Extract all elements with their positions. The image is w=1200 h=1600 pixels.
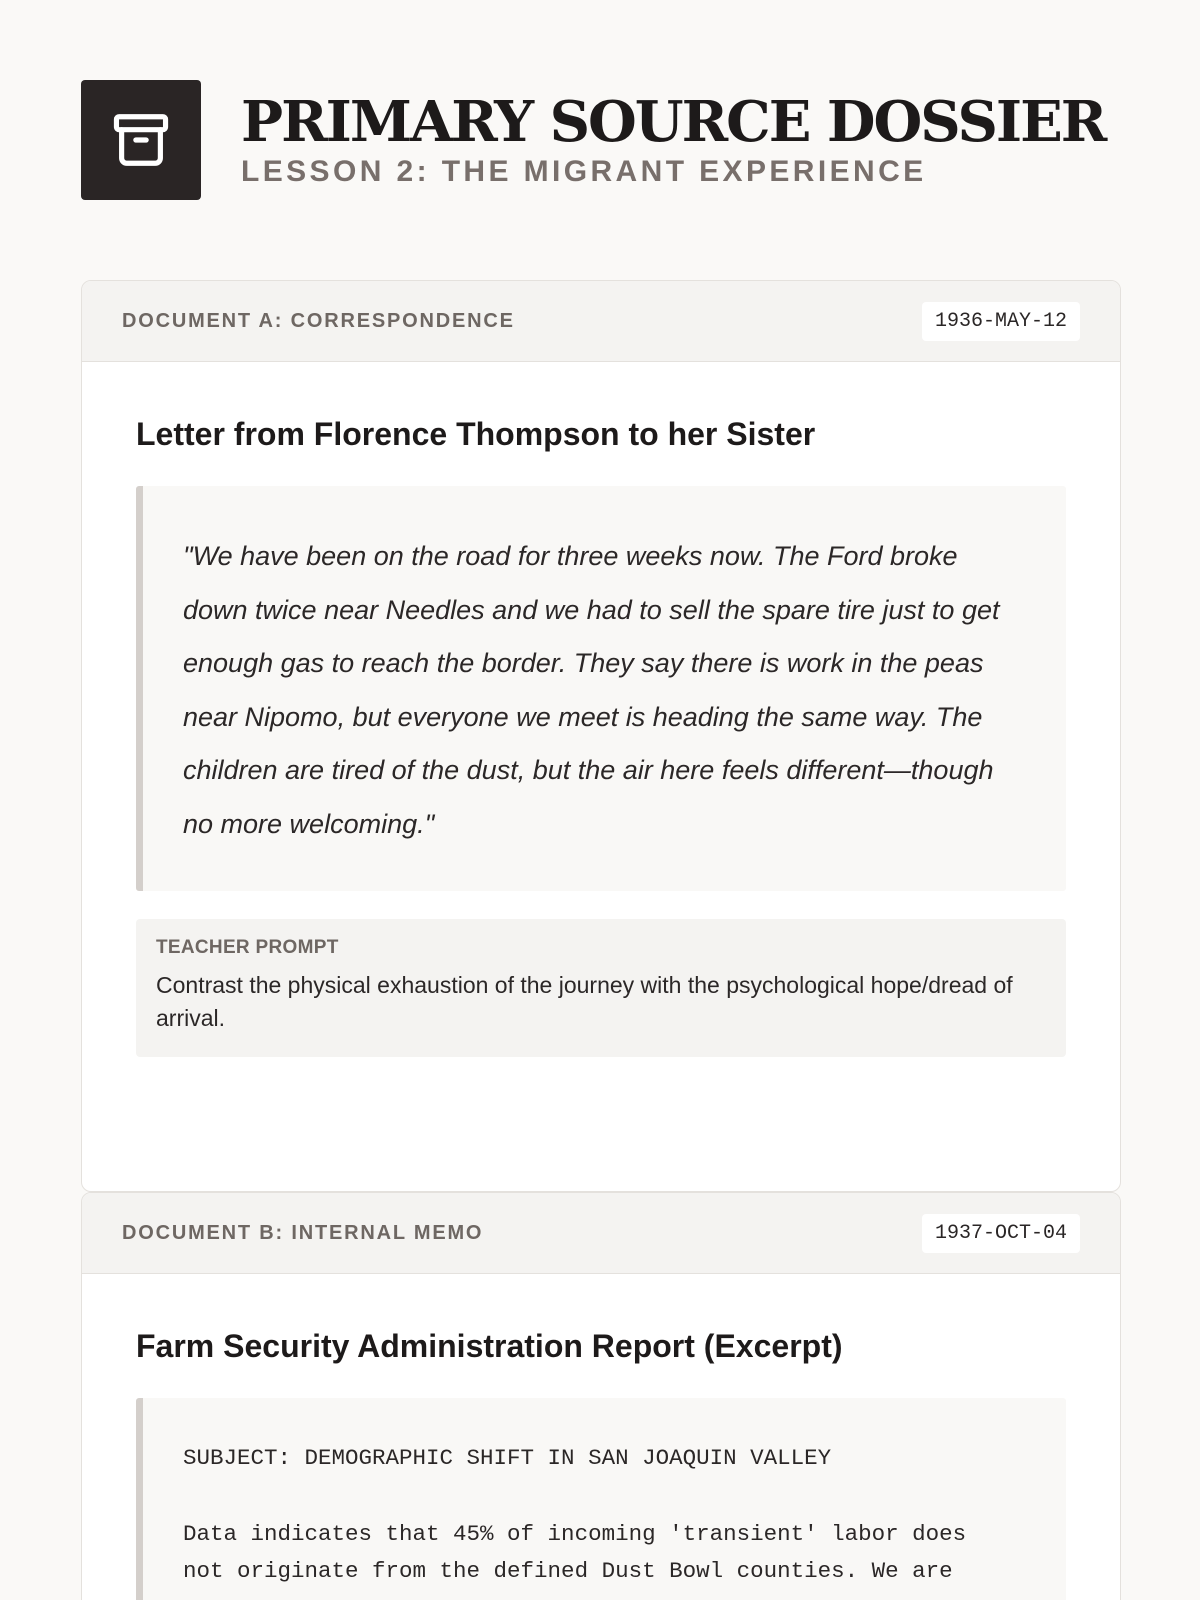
document-card-header: [82, 281, 1120, 362]
document-card-body: [82, 1274, 1120, 1600]
document-title: Farm Security Administration Report (Excerpt): [136, 1328, 843, 1364]
document-title: Letter from Florence Thompson to her Sister: [136, 416, 816, 452]
document-card-header: [82, 1193, 1120, 1274]
header-titles: [241, 91, 1105, 189]
archive-box-icon: [81, 80, 201, 200]
memo-excerpt: [136, 1398, 1066, 1600]
document-card-a: [81, 280, 1121, 1192]
memo-subject: SUBJECT: DEMOGRAPHIC SHIFT IN SAN JOAQUIN VALLEY: [183, 1445, 832, 1471]
source-quote: [136, 486, 1066, 891]
document-card-b: [81, 1192, 1121, 1600]
teacher-prompt-label: TEACHER PROMPT: [156, 937, 339, 958]
document-date-badge: 1936-MAY-12: [922, 302, 1080, 341]
dossier-page: [81, 80, 1121, 1584]
memo-body: Data indicates that 45% of incoming 'transient' labor does not originate from the defined Dust Bowl counties. We are: [183, 1521, 967, 1584]
document-label: DOCUMENT B: INTERNAL MEMO: [122, 1221, 484, 1244]
document-date-badge: 1937-OCT-04: [922, 1214, 1080, 1253]
document-label: DOCUMENT A: CORRESPONDENCE: [122, 309, 515, 332]
quote-text: "We have been on the road for three weeks now. The Ford broke down twice near Needles and we had to sell the spare tire just to get enough gas to reach the border. They say there is work in the peas near Nipomo, but everyone we meet is heading the same way. The children are tired of the dust, but the air here feels different—though no more welcoming.": [183, 541, 1000, 839]
dossier-header: [81, 80, 1121, 200]
page-title: PRIMARY SOURCE DOSSIER: [241, 89, 1106, 155]
document-card-body: [82, 362, 1120, 1057]
teacher-prompt-text: Contrast the physical exhaustion of the journey with the psychological hope/dread of arrival.: [156, 972, 1013, 1031]
teacher-prompt: [136, 919, 1066, 1057]
lesson-subtitle: LESSON 2: THE MIGRANT EXPERIENCE: [241, 155, 927, 188]
